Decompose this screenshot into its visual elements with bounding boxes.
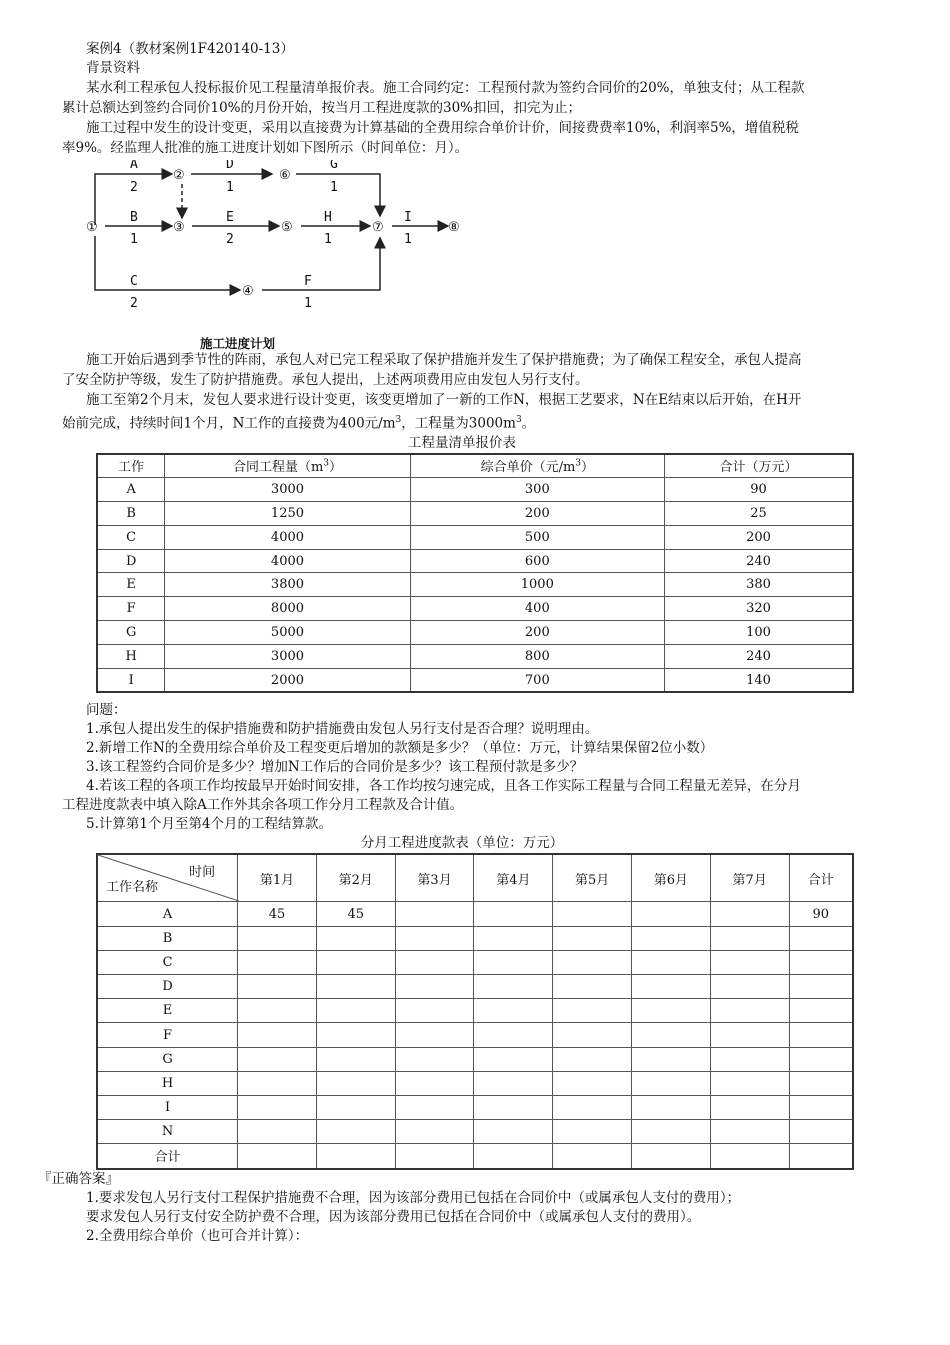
bq-cell: 3000 bbox=[165, 478, 410, 502]
prog-corner-cell bbox=[97, 854, 238, 902]
bq-cell: E bbox=[97, 573, 165, 597]
answer-1-cont: 要求发包人另行支付安全防护费不合理，因为该部分费用已包括在合同价中（或属承包人支付的费用）。 bbox=[86, 1208, 701, 1225]
edge-c-name: C bbox=[130, 274, 138, 289]
prog-cell bbox=[395, 1120, 474, 1144]
prog-row-name: F bbox=[97, 1023, 238, 1047]
prog-cell bbox=[789, 999, 853, 1023]
bq-row bbox=[97, 597, 853, 621]
prog-cell bbox=[632, 1095, 711, 1119]
prog-cell bbox=[395, 1023, 474, 1047]
bq-cell: 300 bbox=[410, 478, 664, 502]
after-para-3-cont: 了安全防护等级，发生了防护措施费。承包人提出，上述两项费用应由发包人另行支付。 bbox=[62, 372, 589, 388]
prog-row bbox=[97, 1047, 853, 1071]
bq-table bbox=[96, 453, 854, 694]
edge-a-name: A bbox=[130, 160, 138, 172]
edge-f-dur: 1 bbox=[304, 296, 312, 311]
prog-cell bbox=[553, 1023, 632, 1047]
prog-cell bbox=[632, 950, 711, 974]
corner-time-label: 时间 bbox=[189, 865, 216, 881]
bq-cell: A bbox=[97, 478, 165, 502]
node-4: ④ bbox=[242, 284, 254, 299]
prog-row bbox=[97, 999, 853, 1023]
prog-row bbox=[97, 1023, 853, 1047]
prog-row bbox=[97, 950, 853, 974]
bq-row bbox=[97, 502, 853, 526]
prog-cell bbox=[553, 999, 632, 1023]
answer-1: 1.要求发包人另行支付工程保护措施费不合理，因为该部分费用已包括在合同价中（或属承包人支付的费用）； bbox=[86, 1189, 741, 1206]
answer-2: 2.全费用综合单价（也可合并计算）： bbox=[86, 1227, 309, 1244]
bq-cell: 320 bbox=[665, 597, 854, 621]
prog-cell bbox=[710, 1071, 789, 1095]
prog-cell bbox=[710, 1047, 789, 1071]
prog-cell bbox=[553, 926, 632, 950]
prog-cell bbox=[632, 902, 711, 926]
bq-header-row bbox=[97, 454, 853, 478]
edge-f bbox=[262, 238, 380, 290]
prog-cell bbox=[789, 1071, 853, 1095]
prog-cell bbox=[710, 1144, 789, 1169]
prog-cell bbox=[553, 975, 632, 999]
bq-row bbox=[97, 549, 853, 573]
prog-cell bbox=[710, 1095, 789, 1119]
bq-cell: 90 bbox=[665, 478, 854, 502]
bq-cell: 100 bbox=[665, 621, 854, 645]
network-diagram bbox=[62, 160, 482, 350]
question-3: 3.该工程签约合同价是多少？增加N工作后的合同价是多少？该工程预付款是多少？ bbox=[86, 759, 584, 776]
prog-cell bbox=[238, 1095, 317, 1119]
bq-cell: I bbox=[97, 668, 165, 692]
prog-cell bbox=[238, 1023, 317, 1047]
prog-row bbox=[97, 926, 853, 950]
prog-row bbox=[97, 975, 853, 999]
prog-cell bbox=[395, 999, 474, 1023]
bq-cell: 4000 bbox=[165, 549, 410, 573]
node-7: ⑦ bbox=[372, 220, 384, 235]
prog-row-name: N bbox=[97, 1120, 238, 1144]
prog-cell bbox=[789, 1144, 853, 1169]
questions bbox=[62, 701, 862, 834]
prog-cell bbox=[632, 1120, 711, 1144]
prog-cell bbox=[789, 975, 853, 999]
bq-cell: H bbox=[97, 644, 165, 668]
prog-row bbox=[97, 1071, 853, 1095]
answer-section bbox=[38, 1170, 862, 1246]
prog-cell bbox=[474, 999, 553, 1023]
prog-cell bbox=[238, 975, 317, 999]
edge-i-dur: 1 bbox=[404, 232, 412, 247]
prog-cell bbox=[238, 1071, 317, 1095]
bq-cell: D bbox=[97, 549, 165, 573]
prog-cell bbox=[789, 950, 853, 974]
node-6: ⑥ bbox=[279, 168, 291, 183]
prog-cell bbox=[395, 1144, 474, 1169]
prog-table-title: 分月工程进度款表（单位：万元） bbox=[360, 835, 564, 852]
prog-cell bbox=[474, 1071, 553, 1095]
prog-cell bbox=[316, 1095, 395, 1119]
bq-cell: C bbox=[97, 525, 165, 549]
prog-cell bbox=[553, 902, 632, 926]
bq-cell: 380 bbox=[665, 573, 854, 597]
bq-cell: 200 bbox=[410, 621, 664, 645]
edge-d-dur: 1 bbox=[226, 180, 234, 195]
prog-row-name: E bbox=[97, 999, 238, 1023]
progress-table bbox=[96, 853, 854, 1169]
edge-g-name: G bbox=[330, 160, 338, 172]
prog-row-name: H bbox=[97, 1071, 238, 1095]
bq-cell: 600 bbox=[410, 549, 664, 573]
prog-row-name: G bbox=[97, 1047, 238, 1071]
document-page bbox=[38, 40, 862, 1246]
bq-cell: 140 bbox=[665, 668, 854, 692]
prog-cell bbox=[395, 950, 474, 974]
bq-cell: 500 bbox=[410, 525, 664, 549]
bq-row bbox=[97, 644, 853, 668]
prog-cell bbox=[238, 950, 317, 974]
prog-cell bbox=[789, 926, 853, 950]
prog-cell bbox=[316, 999, 395, 1023]
prog-row-name: 合计 bbox=[97, 1144, 238, 1169]
prog-row bbox=[97, 1144, 853, 1169]
bq-header-work: 工作 bbox=[97, 454, 165, 478]
prog-cell bbox=[474, 1144, 553, 1169]
prog-header-month: 第6月 bbox=[632, 854, 711, 902]
prog-cell bbox=[316, 950, 395, 974]
edge-c-dur: 2 bbox=[130, 296, 138, 311]
prog-cell bbox=[395, 975, 474, 999]
prog-cell bbox=[710, 926, 789, 950]
diagram-caption: 施工进度计划 bbox=[200, 336, 276, 351]
prog-cell bbox=[238, 1120, 317, 1144]
edge-e-dur: 2 bbox=[226, 232, 234, 247]
edge-h-dur: 1 bbox=[324, 232, 332, 247]
question-2: 2.新增工作N的全费用综合单价及工程变更后增加的款额是多少？（单位：万元，计算结果保留2位小数） bbox=[86, 740, 714, 757]
edge-i-name: I bbox=[404, 210, 412, 225]
prog-cell bbox=[632, 1023, 711, 1047]
prog-header-total: 合计 bbox=[789, 854, 853, 902]
bq-cell: 4000 bbox=[165, 525, 410, 549]
bq-cell: 5000 bbox=[165, 621, 410, 645]
prog-cell: 90 bbox=[789, 902, 853, 926]
bq-cell: 8000 bbox=[165, 597, 410, 621]
bq-row bbox=[97, 525, 853, 549]
prog-cell bbox=[395, 926, 474, 950]
prog-cell bbox=[474, 926, 553, 950]
prog-cell bbox=[632, 1071, 711, 1095]
node-1: ① bbox=[86, 220, 98, 235]
prog-header-month: 第2月 bbox=[316, 854, 395, 902]
prog-cell bbox=[316, 1047, 395, 1071]
prog-cell bbox=[238, 999, 317, 1023]
prog-header-month: 第1月 bbox=[238, 854, 317, 902]
prog-cell bbox=[395, 1047, 474, 1071]
prog-row bbox=[97, 902, 853, 926]
prog-cell bbox=[632, 1144, 711, 1169]
prog-cell bbox=[238, 1144, 317, 1169]
prog-cell bbox=[553, 1095, 632, 1119]
bq-cell: 800 bbox=[410, 644, 664, 668]
node-2: ② bbox=[173, 168, 185, 183]
background-para-1-cont: 累计总额达到签约合同价10%的月份开始，按当月工程进度款的30%扣回，扣完为止； bbox=[62, 100, 582, 116]
prog-cell bbox=[474, 1023, 553, 1047]
prog-cell bbox=[632, 975, 711, 999]
after-para-3: 施工开始后遇到季节性的阵雨，承包人对已完工程采取了保护措施并发生了保护措施费；为了确保工程安全，承包人提高 bbox=[86, 352, 802, 368]
network-svg bbox=[84, 160, 484, 335]
prog-cell bbox=[789, 1095, 853, 1119]
background-para-2: 施工过程中发生的设计变更，采用以直接费为计算基础的全费用综合单价计价，间接费费率10%，利润率5%，增值税税 bbox=[86, 120, 799, 136]
bq-cell: 700 bbox=[410, 668, 664, 692]
prog-row-name: I bbox=[97, 1095, 238, 1119]
node-8: ⑧ bbox=[448, 220, 460, 235]
bq-cell: 400 bbox=[410, 597, 664, 621]
prog-cell bbox=[553, 1047, 632, 1071]
prog-cell bbox=[474, 950, 553, 974]
prog-row-name: B bbox=[97, 926, 238, 950]
prog-cell bbox=[710, 1023, 789, 1047]
prog-cell bbox=[789, 1120, 853, 1144]
bq-cell: 3800 bbox=[165, 573, 410, 597]
prog-cell bbox=[395, 902, 474, 926]
prog-cell bbox=[710, 950, 789, 974]
bq-cell: 1250 bbox=[165, 502, 410, 526]
prog-cell bbox=[710, 975, 789, 999]
prog-cell bbox=[238, 926, 317, 950]
bq-cell: G bbox=[97, 621, 165, 645]
prog-cell bbox=[553, 1120, 632, 1144]
node-3: ③ bbox=[173, 220, 185, 235]
question-1: 1.承包人提出发生的保护措施费和防护措施费由发包人另行支付是否合理？说明理由。 bbox=[86, 721, 599, 738]
after-para-4: 施工至第2个月末，发包人要求进行设计变更，该变更增加了一新的工作N，根据工艺要求，N在E结束以后开始，在H开 bbox=[86, 392, 802, 408]
prog-cell bbox=[553, 950, 632, 974]
edge-d-name: D bbox=[226, 160, 234, 172]
bq-cell: 25 bbox=[665, 502, 854, 526]
prog-header-month: 第7月 bbox=[710, 854, 789, 902]
prog-cell bbox=[316, 1120, 395, 1144]
edge-b-name: B bbox=[130, 210, 138, 225]
bq-cell: 240 bbox=[665, 549, 854, 573]
prog-cell bbox=[474, 975, 553, 999]
prog-cell bbox=[789, 1047, 853, 1071]
prog-cell bbox=[474, 1120, 553, 1144]
edge-f-name: F bbox=[304, 274, 312, 289]
bq-cell: 240 bbox=[665, 644, 854, 668]
prog-cell bbox=[316, 1071, 395, 1095]
prog-cell bbox=[553, 1071, 632, 1095]
background-para-1: 某水利工程承包人投标报价见工程量清单报价表。施工合同约定：工程预付款为签约合同价的20%，单独支付；从工程款 bbox=[86, 80, 805, 96]
prog-cell bbox=[789, 1023, 853, 1047]
edge-h-name: H bbox=[324, 210, 332, 225]
prog-cell bbox=[474, 902, 553, 926]
question-4: 4.若该工程的各项工作均按最早开始时间安排，各工作均按匀速完成，且各工作实际工程量与合同工程量无差异，在分月 bbox=[86, 778, 801, 795]
questions-label: 问题： bbox=[86, 702, 127, 719]
prog-cell bbox=[474, 1047, 553, 1071]
prog-cell bbox=[316, 975, 395, 999]
bq-header-qty: 合同工程量$(m^3)$ bbox=[165, 454, 410, 478]
prog-cell bbox=[395, 1071, 474, 1095]
prog-row bbox=[97, 1095, 853, 1119]
prog-row bbox=[97, 1120, 853, 1144]
prog-cell: 45 bbox=[316, 902, 395, 926]
corner-work-label: 工作名称 bbox=[106, 880, 159, 896]
prog-cell bbox=[316, 926, 395, 950]
prog-row-name: A bbox=[97, 902, 238, 926]
bq-row bbox=[97, 478, 853, 502]
background-heading: 背景资料 bbox=[86, 60, 140, 76]
prog-cell bbox=[632, 1047, 711, 1071]
edge-b-dur: 1 bbox=[130, 232, 138, 247]
bq-cell: F bbox=[97, 597, 165, 621]
question-4-cont: 工程进度款表中填入除A工作外其余各项工作分月工程款及合计值。 bbox=[62, 797, 464, 814]
prog-cell bbox=[710, 1120, 789, 1144]
bq-cell: 200 bbox=[410, 502, 664, 526]
bq-cell: 200 bbox=[665, 525, 854, 549]
prog-cell: 45 bbox=[238, 902, 317, 926]
bq-row bbox=[97, 621, 853, 645]
prog-cell bbox=[395, 1095, 474, 1119]
case-title: 案例4（教材案例1F420140-13） bbox=[86, 41, 294, 57]
prog-cell bbox=[474, 1095, 553, 1119]
prog-cell bbox=[710, 999, 789, 1023]
prog-cell bbox=[632, 999, 711, 1023]
bq-table-title: 工程量清单报价表 bbox=[408, 434, 516, 451]
prog-header-row bbox=[97, 854, 853, 902]
bq-row bbox=[97, 668, 853, 692]
answer-label: 『正确答案』 bbox=[38, 1170, 119, 1187]
edge-c bbox=[95, 236, 240, 290]
node-5: ⑤ bbox=[281, 220, 293, 235]
background-para-2-cont: 率9%。经监理人批准的施工进度计划如下图所示（时间单位：月）。 bbox=[62, 140, 469, 156]
bq-row bbox=[97, 573, 853, 597]
bq-cell: 2000 bbox=[165, 668, 410, 692]
bq-header-price: 综合单价（元$/m^3$） bbox=[410, 454, 664, 478]
edge-g bbox=[296, 174, 380, 216]
bq-cell: 1000 bbox=[410, 573, 664, 597]
question-5: 5.计算第1个月至第4个月的工程结算款。 bbox=[86, 816, 333, 833]
bq-cell: 3000 bbox=[165, 644, 410, 668]
prog-header-month: 第3月 bbox=[395, 854, 474, 902]
prog-cell bbox=[632, 926, 711, 950]
prog-cell bbox=[316, 1023, 395, 1047]
edge-e-name: E bbox=[226, 210, 234, 225]
prog-cell bbox=[316, 1144, 395, 1169]
after-para-4-cont: 始前完成，持续时间1个月，N工作的直接费为400元$/m^3$，工程量为$3000m^3$。 bbox=[62, 415, 536, 432]
prog-row-name: C bbox=[97, 950, 238, 974]
prog-cell bbox=[710, 902, 789, 926]
prog-cell bbox=[553, 1144, 632, 1169]
edge-g-dur: 1 bbox=[330, 180, 338, 195]
prog-header-month: 第5月 bbox=[553, 854, 632, 902]
bq-header-total: 合计（万元） bbox=[665, 454, 854, 478]
prog-row-name: D bbox=[97, 975, 238, 999]
bq-cell: B bbox=[97, 502, 165, 526]
edge-a-dur: 2 bbox=[130, 180, 138, 195]
prog-header-month: 第4月 bbox=[474, 854, 553, 902]
prog-cell bbox=[238, 1047, 317, 1071]
